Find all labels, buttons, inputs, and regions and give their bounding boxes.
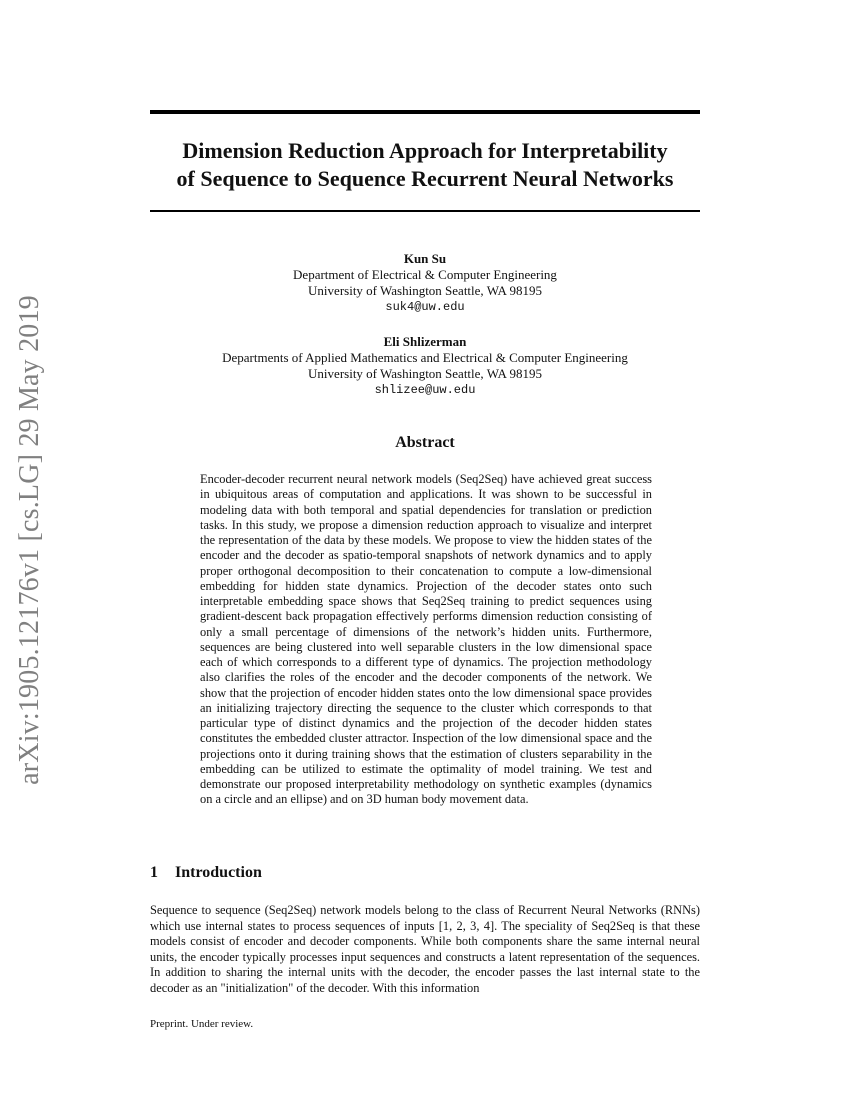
author-department: Departments of Applied Mathematics and Electrical & Computer Engineering — [222, 350, 628, 365]
author-email[interactable]: suk4@uw.edu — [385, 300, 465, 314]
author-department: Department of Electrical & Computer Engineering — [293, 267, 557, 282]
author-institution: University of Washington Seattle, WA 98195 — [308, 366, 542, 381]
section-title: Introduction — [175, 864, 262, 881]
section-number: 1 — [150, 864, 158, 881]
author-email[interactable]: shlizee@uw.edu — [374, 383, 476, 397]
author-institution: University of Washington Seattle, WA 98195 — [308, 283, 542, 298]
arxiv-identifier-stamp — [0, 0, 60, 1100]
preprint-footer: Preprint. Under review. — [150, 1018, 254, 1030]
paper-title — [140, 137, 710, 193]
arxiv-identifier-text: arXiv:1905.12176v1 [cs.LG] 29 May 2019 — [14, 295, 45, 785]
introduction-heading — [150, 864, 262, 882]
title-line-1: Dimension Reduction Approach for Interpretability — [182, 138, 668, 163]
introduction-body: Sequence to sequence (Seq2Seq) network models belong to the class of Recurrent Neural Networks (RNNs) which use internal states to process sequences of inputs [1, 2, 3, 4]. The speciality of Seq2Seq is that these models consist of encoder and decoder components. While both components share the same internal neural units, the encoder typically processes input sequences and constructs a latent representation of the sequences. In addition to sharing the internal units with the decoder, the encoder passes the last internal state to the decoder as an "initialization" of the decoder. With this information — [150, 903, 700, 995]
title-line-2: of Sequence to Sequence Recurrent Neural Networks — [176, 166, 674, 191]
author-block-1 — [150, 251, 700, 315]
abstract-body: Encoder-decoder recurrent neural network models (Seq2Seq) have achieved great success in ubiquitous areas of computation and applications. It was shown to be successful in modeling data with both temporal and spatial dependencies for translation or prediction tasks. In this study, we propose a dimension reduction approach to visualize and interpret the representation of the data by these models. We propose to view the hidden states of the encoder and the decoder as spatio-temporal snapshots of network dynamics and to apply proper orthogonal decomposition to their concatenation to compute a low-dimensional embedding for hidden state dynamics. Projection of the decoder states onto such interpretable embedding space shows that Seq2Seq training to predict sequences using gradient-descent back propagation effectively performs dimension reduction consisting of only a small percentage of dimensions of the network’s hidden units. Furthermore, sequences are being clustered into well separable clusters in the low dimensional space each of which corresponds to a different type of dynamics. The projection methodology also clarifies the roles of the encoder and the decoder components of the network. We show that the projection of encoder hidden states onto the low dimensional space provides an initializing trajectory directing the sequence to the cluster which corresponds to that particular type of distinct dynamics and the projection of the decoder hidden states constitutes the embedded cluster attractor. Inspection of the low dimensional space and the projections onto it during training shows that the estimation of clusters separability in the embedding can be utilized to estimate the optimality of model training. We test and demonstrate our proposed interpretability methodology on synthetic examples (dynamics on a circle and an ellipse) and on 3D human body movement data. — [200, 472, 652, 807]
author-name: Eli Shlizerman — [383, 334, 467, 349]
title-top-rule — [150, 110, 700, 114]
abstract-heading: Abstract — [395, 434, 455, 451]
author-name: Kun Su — [403, 251, 447, 266]
title-bottom-rule — [150, 210, 700, 212]
author-block-2 — [150, 334, 700, 398]
